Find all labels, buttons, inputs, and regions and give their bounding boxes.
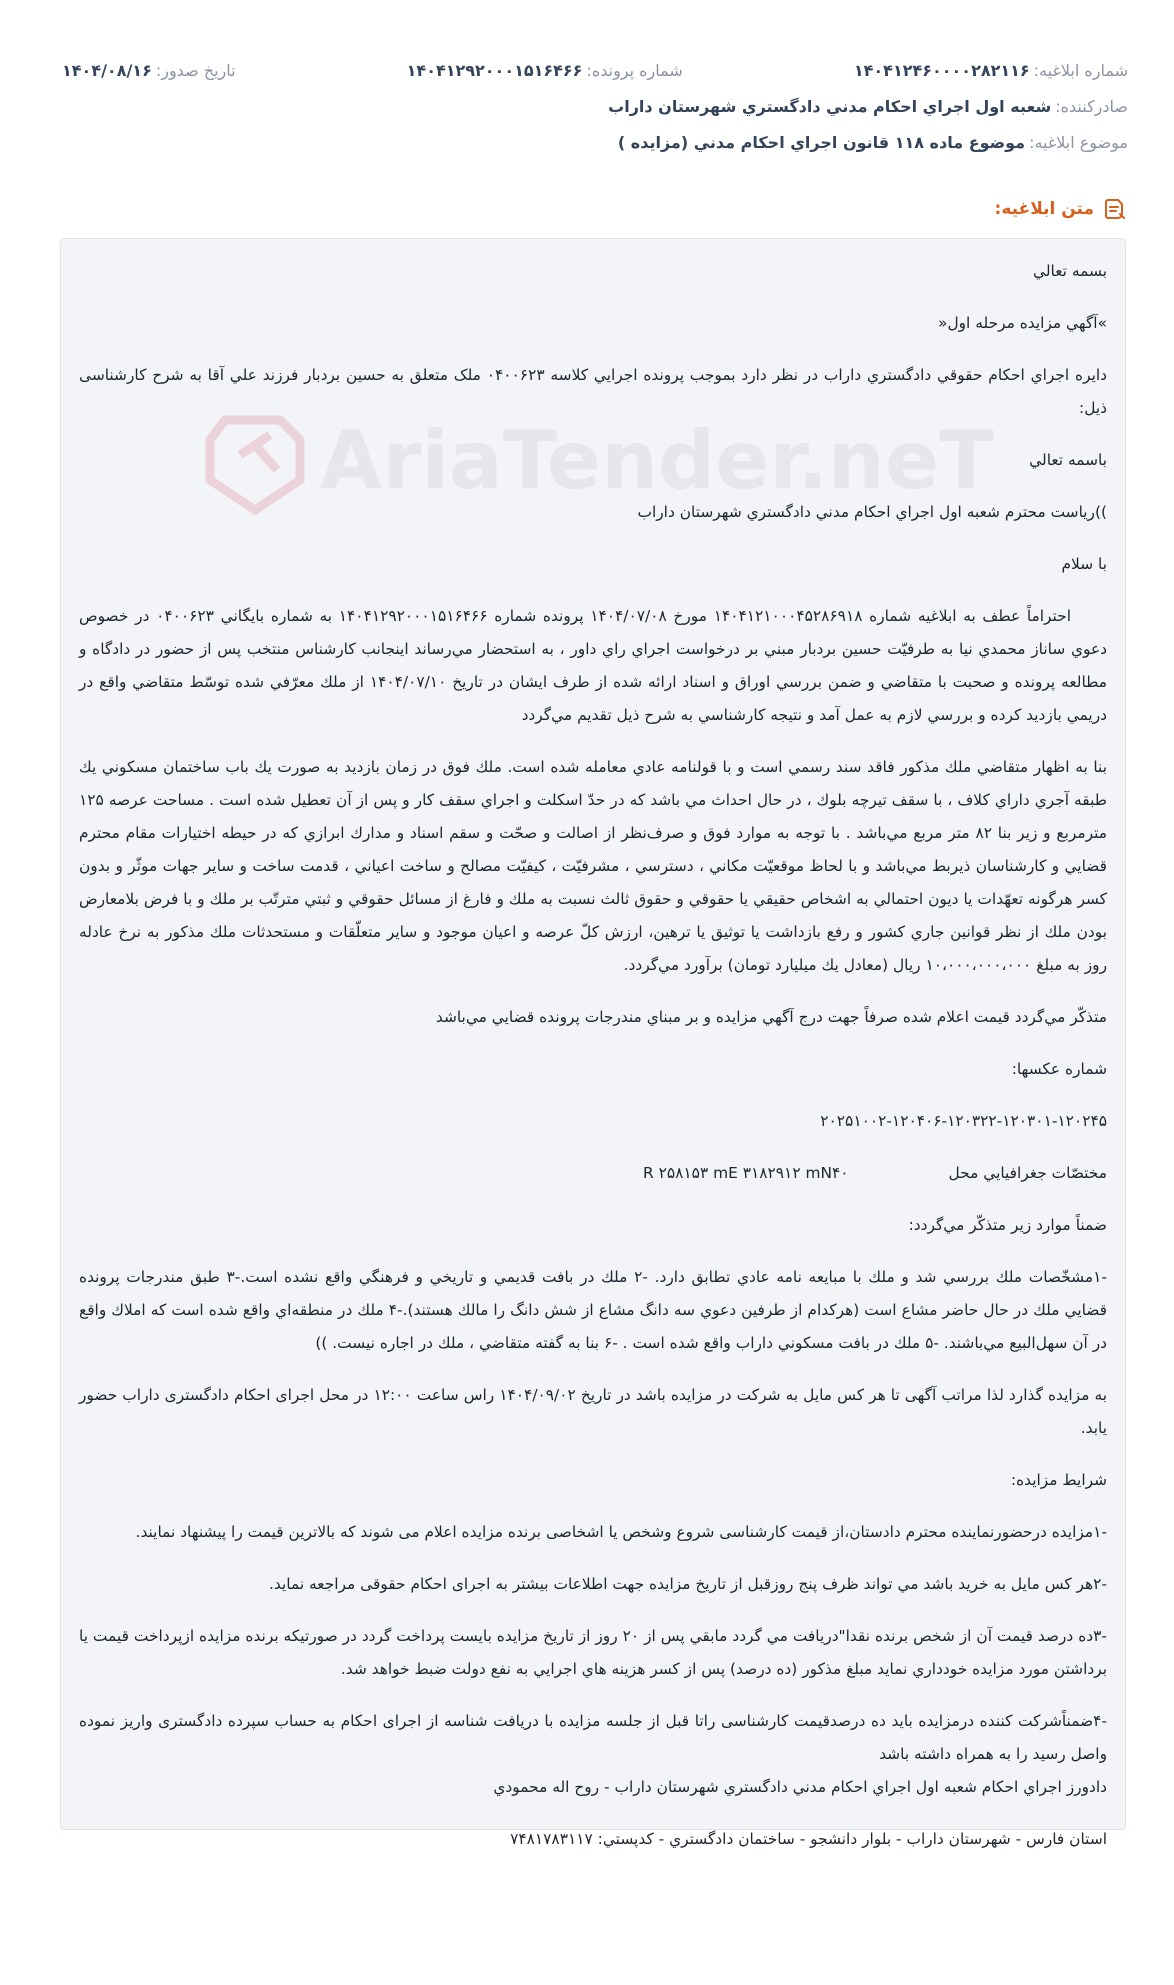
subject-value: موضوع ماده ۱۱۸ قانون اجراي احکام مدني (مزايده ) bbox=[617, 132, 1026, 152]
coordinates-value: R ۲۵۸۱۵۳ mE ۳۱۸۲۹۱۲ mN۴۰ bbox=[643, 1164, 849, 1182]
issue-date bbox=[62, 61, 236, 80]
notice-text-title: متن ابلاغيه: bbox=[994, 199, 1094, 219]
body-report-intro: احتراماً عطف به ابلاغيه شماره ۱۴۰۴۱۲۱۰۰۰۴۵۲۸۶۹۱۸ مورخ ۱۴۰۴/۰۷/۰۸ پرونده شماره ۱۴۰۴۱۲۹۲۰۰۰۱۵۱۶۴۶۶ به شماره بايگاني ۰۴۰۰۶۲۳ در خصوص دعوي ساناز محمدي نيا به طرفيّت حسين بردبار مبني بر درخواست اجراي راي داور ، به استحضار مي‌رساند اينجانب كارشناس منتخب پس از حضور در دادگاه و مطالعه پرونده و صحبت با متقاضي و ضمن بررسي اوراق و اسناد ارائه شده از طرف ايشان در تاريخ ۱۴۰۴/۰۷/۱۰ از ملك معرّفي شده توسّط متقاضي واقع در دريمي بازديد كرده و بررسي لازم به عمل آمد و نتيجه كارشناسي به شرح ذيل تقديم مي‌گردد bbox=[79, 607, 1107, 724]
body-auction-date: به مزايده گذارد لذا مراتب آگهی تا هر کس مایل به شرکت در مزایده باشد در تاریخ ۱۴۰۴/۰۹/۰۲ راس ساعت ۱۲:۰۰ در محل اجرای احکام دادگستری داراب حضور یابد. bbox=[79, 1386, 1107, 1437]
body-conditions-label: شرایط مزایده: bbox=[1010, 1471, 1107, 1489]
body-basmala-2: باسمه تعالي bbox=[1029, 451, 1107, 469]
notice-meta bbox=[62, 52, 1128, 160]
notice-number-label: شماره ابلاغيه: bbox=[1033, 60, 1128, 80]
body-coordinates bbox=[79, 1157, 1107, 1190]
body-intro: دايره اجراي احكام حقوقي دادگستري داراب در نظر دارد بموجب پرونده اجرايي كلاسه ۰۴۰۰۶۲۳ ملک متعلق به حسين بردبار فرزند علي آقا به شرح کارشناسی ذيل: bbox=[79, 366, 1107, 417]
case-number bbox=[407, 61, 683, 80]
body-greeting: با سلام bbox=[1061, 555, 1107, 573]
meta-row-issuer bbox=[62, 88, 1128, 124]
notice-number-value: ۱۴۰۴۱۲۴۶۰۰۰۰۲۸۲۱۱۶ bbox=[853, 60, 1030, 80]
issuer-value: شعبه اول اجراي احکام مدني دادگستري شهرستان داراب bbox=[608, 96, 1052, 116]
notice-text-heading bbox=[995, 196, 1128, 222]
notice-number bbox=[854, 61, 1128, 80]
body-photos-label: شماره عكسها: bbox=[1011, 1060, 1107, 1078]
body-auction-title: »آگهي مزايده مرحله اول« bbox=[938, 314, 1107, 332]
body-condition-3: -۳ده درصد قيمت آن از شخص برنده نقدا"دريافت مي گردد مابقي پس از ۲۰ روز از تاريخ مزايده بايست پرداخت گردد در صورتيكه برنده مزايده ازپرداخت قيمت يا برداشتن مورد مزايده خودداري نمايد مبلغ مذكور (ده درصد) پس از كسر هزينه هاي اجرايي به نفع دولت ضبط خواهد شد. bbox=[79, 1627, 1107, 1678]
document-icon bbox=[1102, 196, 1128, 222]
body-address: استان فارس - شهرستان داراب - بلوار دانشجو - ساختمان دادگستري - کدپستي: ۷۴۸۱۷۸۳۱۱۷ bbox=[510, 1830, 1107, 1848]
body-condition-2: -۲هر كس مايل به خريد باشد مي تواند ظرف پنج روزقبل از تاريخ مزايده جهت اطلاعات بيشتر به اجرای احكام حقوقی مراجعه نمايد. bbox=[269, 1575, 1107, 1593]
body-price-note: متذكّر مي‌گردد قيمت اعلام شده صرفاً جهت درج آگهي مزايده و بر مبناي مندرجات پرونده قضايي مي‌باشد bbox=[435, 1008, 1107, 1026]
case-number-label: شماره پرونده: bbox=[586, 60, 683, 80]
case-number-value: ۱۴۰۴۱۲۹۲۰۰۰۱۵۱۶۴۶۶ bbox=[406, 60, 583, 80]
notice-body bbox=[60, 238, 1126, 1848]
body-addressee: ))رياست محترم شعبه اول اجراي احكام مدني دادگستري شهرستان داراب bbox=[637, 503, 1107, 521]
body-basmala: بسمه تعالي bbox=[1033, 262, 1107, 280]
body-notes-label: ضمناً موارد زير متذكّر مي‌گردد: bbox=[908, 1216, 1107, 1234]
meta-row-numbers bbox=[62, 52, 1128, 88]
issue-date-label: تاريخ صدور: bbox=[155, 60, 236, 80]
coordinates-label: مختصّات جغرافيايي محل bbox=[948, 1164, 1107, 1182]
issuer-label: صادرکننده: bbox=[1055, 96, 1128, 116]
body-signature: دادورز اجراي احکام شعبه اول اجراي احکام مدني دادگستري شهرستان داراب - روح اله محمودي bbox=[493, 1778, 1107, 1796]
body-notes: -۱مشخّصات ملك بررسي شد و ملك با مبايعه نامه عادي تطابق دارد. -۲ ملك در بافت قديمي و تاريخي و فرهنگي واقع نشده است.-۳ طبق مندرجات پرونده قضايي ملك در حال حاضر مشاع است (هركدام از طرفين دعوي سه دانگ مشاع از شش دانگ را مالك هستند).-۴ ملك در منطقه‌اي واقع شده است كه املاك واقع در آن سهل‌البيع مي‌باشند. -۵ ملك در بافت مسكوني داراب واقع شده است . -۶ بنا به گفته متقاضي ، ملك در اجاره نيست. )) bbox=[79, 1268, 1107, 1352]
body-condition-4: -۴ضمناًشركت كننده درمزايده بايد ده درصدقيمت كارشناسی راتا قبل از جلسه مزايده با دريافت شناسه از اجرای احکام به حساب سپرده دادگستری واريز نموده واصل رسيد را به همراه داشته باشد bbox=[79, 1712, 1107, 1763]
meta-row-subject bbox=[62, 124, 1128, 160]
body-photo-numbers: ۲۰۲۵۱۰۰۲-۱۲۰۴۰۶-۱۲۰۳۲۲-۱۲۰۳۰۱-۱۲۰۲۴۵ bbox=[820, 1112, 1107, 1130]
subject-label: موضوع ابلاغيه: bbox=[1029, 132, 1128, 152]
body-appraisal: بنا به اظهار متقاضي ملك مذكور فاقد سند رسمي است و با قولنامه عادي معامله شده است. ملك فوق در زمان بازديد به صورت يك باب ساختمان مسكوني يك طبقه آجري داراي كلاف ، با سقف تيرچه بلوك ، در حال احداث مي باشد كه در حدّ اسكلت و اجراي سقف كار و پس از آن تعطيل شده است . مساحت عرصه ۱۲۵ مترمربع و زير بنا ۸۲ متر مربع مي‌باشد . با توجه به موارد فوق و صرف‌نظر از اصالت و صحّت و سقم اسناد و مدارك ابرازي كه در حيطه اختيارات مقام محترم قضايي و كارشناسان ذيربط مي‌باشد و با لحاظ موقعيّت مكاني ، دسترسي ، مشرفيّت ، كيفيّت مصالح و ساخت اعياني ، قدمت ساخت و ساير جهات موثّر و بدون كسر هرگونه تعهّدات يا ديون احتمالي به اشخاص حقيقي يا حقوقي و حقوق ثالث نسبت به ملك و فارغ از مسائل حقوقي و ثبتي مترتّب بر ملك و با فرض بلامعارض بودن ملك از نظر قوانين جاري كشور و رفع بازداشت يا توثيق يا ترهين، ارزش كلّ عرصه و اعيان موجود و ساير متعلّقات و مستحدثات ملك مذكور به نرخ عادله روز به مبلغ ۱۰،۰۰۰،۰۰۰،۰۰۰ ريال (معادل يك ميليارد تومان) برآورد مي‌گردد. bbox=[79, 758, 1107, 974]
body-condition-1: -۱مزايده درحضورنماينده محترم دادستان،از قيمت كارشناسی شروع وشخص يا اشخاصی برنده مزايده اعلام می شوند كه بالاترين قيمت را پيشنهاد نمايند. bbox=[135, 1523, 1107, 1541]
issue-date-value: ۱۴۰۴/۰۸/۱۶ bbox=[62, 60, 152, 80]
